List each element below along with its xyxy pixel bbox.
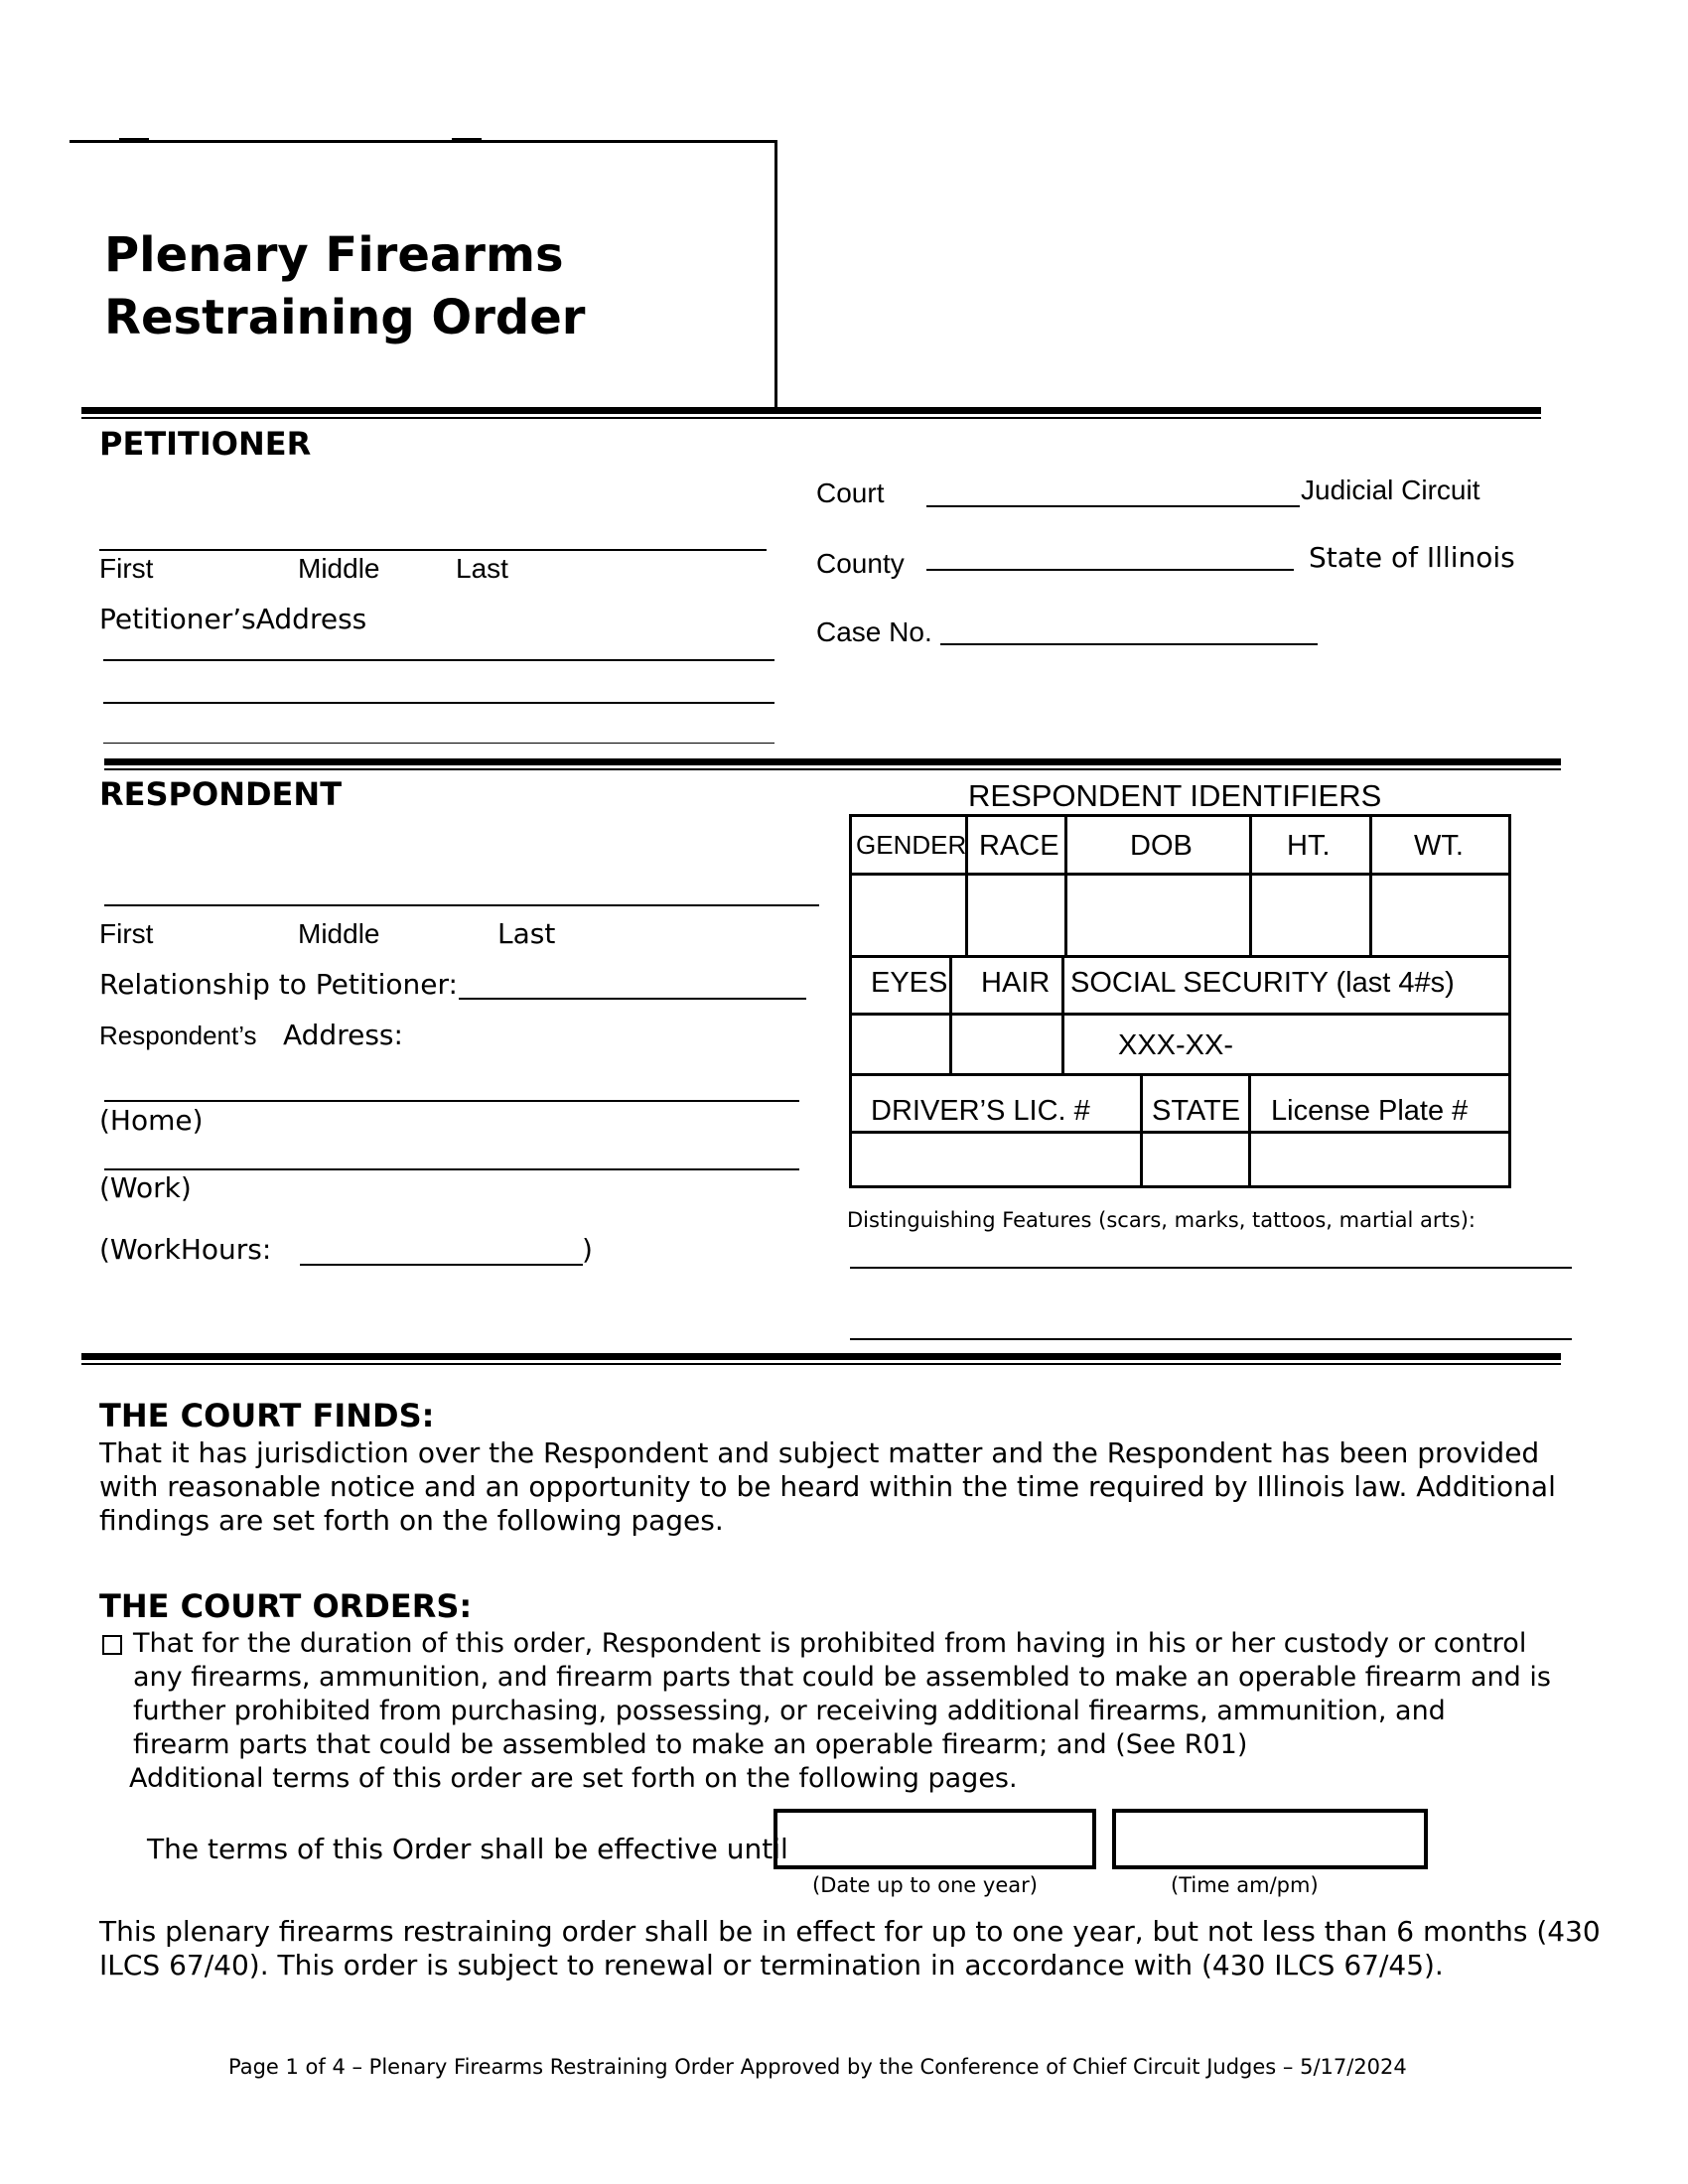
court-label: Court <box>816 478 885 508</box>
distinguishing-features-label: Distinguishing Features (scars, marks, tattoos, martial arts): <box>847 1208 1476 1232</box>
ht-label: HT. <box>1287 830 1331 862</box>
state-label: STATE <box>1152 1095 1241 1127</box>
petitioner-address-line3[interactable] <box>103 743 774 744</box>
petitioner-middle-label: Middle <box>298 553 380 584</box>
court-finds-heading: THE COURT FINDS: <box>99 1397 435 1434</box>
court-orders-heading: THE COURT ORDERS: <box>99 1587 473 1625</box>
respondent-heading: RESPONDENT <box>99 775 343 813</box>
header-box-right-edge <box>774 140 777 408</box>
ssn-value: XXX-XX- <box>1118 1029 1234 1061</box>
work-hours-field[interactable] <box>300 1264 583 1266</box>
respondent-address-label-a: Respondent’s <box>99 1021 257 1050</box>
distinguishing-features-line2[interactable] <box>850 1338 1572 1340</box>
drivers-license-label: DRIVER’S LIC. # <box>871 1095 1090 1127</box>
respondent-last-label: Last <box>497 917 556 950</box>
county-field[interactable] <box>926 569 1294 571</box>
section-divider-3 <box>81 1353 1561 1360</box>
page-footer: Page 1 of 4 – Plenary Firearms Restraining Order Approved by the Conference of Chief Circuit Judges – 5/17/2024 <box>228 2055 1407 2079</box>
hair-value-cell[interactable] <box>949 1013 1064 1076</box>
county-label: County <box>816 548 905 579</box>
court-orders-line2: any firearms, ammunition, and firearm parts that could be assembled to make an operable firearm and is <box>133 1662 1551 1693</box>
respondent-work-address-field[interactable] <box>104 1168 799 1170</box>
ssn-label: SOCIAL SECURITY (last 4#s) <box>1070 967 1455 999</box>
case-number-field[interactable] <box>940 643 1318 645</box>
work-label: (Work) <box>99 1171 192 1204</box>
petitioner-address-line2[interactable] <box>103 702 774 704</box>
section-divider-3-thin <box>81 1363 1561 1365</box>
petitioner-heading: PETITIONER <box>99 425 312 463</box>
race-label: RACE <box>979 830 1059 862</box>
gender-label: GENDER <box>856 830 967 860</box>
court-orders-line3: further prohibited from purchasing, possessing, or receiving additional firearms, ammunition, and <box>133 1696 1446 1726</box>
hair-label: HAIR <box>981 967 1051 999</box>
petitioner-address-line1[interactable] <box>103 659 774 661</box>
additional-terms-note: Additional terms of this order are set forth on the following pages. <box>129 1763 1018 1794</box>
respondent-home-address-field[interactable] <box>104 1100 799 1102</box>
respondent-name-field[interactable] <box>104 904 819 906</box>
header-top-tick-right <box>452 138 482 142</box>
relationship-field[interactable] <box>459 998 806 1000</box>
work-hours-label: (WorkHours: <box>99 1233 272 1266</box>
case-number-label: Case No. <box>816 616 932 647</box>
state-of-illinois-label: State of Illinois <box>1309 541 1515 574</box>
form-title-line1: Plenary Firearms <box>104 227 564 283</box>
court-field[interactable] <box>926 505 1300 507</box>
effective-time-box[interactable] <box>1112 1809 1428 1869</box>
petitioner-first-label: First <box>99 553 154 584</box>
plate-value-cell[interactable] <box>1248 1131 1511 1188</box>
court-orders-line1: That for the duration of this order, Respondent is prohibited from having in his or her custody or control <box>133 1628 1527 1659</box>
prohibition-checkbox[interactable] <box>102 1635 122 1659</box>
dl-value-cell[interactable] <box>849 1131 1143 1188</box>
license-plate-label: License Plate # <box>1271 1095 1469 1127</box>
home-label: (Home) <box>99 1104 204 1137</box>
state-value-cell[interactable] <box>1140 1131 1251 1188</box>
section-divider-1 <box>81 407 1541 414</box>
dob-value-cell[interactable] <box>1064 873 1252 958</box>
court-orders-line4: firearm parts that could be assembled to make an operable firearm; and (See R01) <box>133 1729 1248 1760</box>
respondent-middle-label: Middle <box>298 918 380 949</box>
respondent-address-label-b: Address: <box>283 1019 403 1051</box>
date-caption: (Date up to one year) <box>812 1873 1038 1897</box>
section-divider-1-thin <box>81 417 1541 419</box>
identifiers-title: RESPONDENT IDENTIFIERS <box>968 778 1382 813</box>
dob-label: DOB <box>1130 830 1193 862</box>
header-top-tick-left <box>119 138 149 142</box>
court-finds-line3: findings are set forth on the following pages. <box>99 1504 724 1537</box>
gender-value-cell[interactable] <box>849 873 968 958</box>
wt-label: WT. <box>1414 830 1464 862</box>
relationship-label: Relationship to Petitioner: <box>99 968 458 1001</box>
section-divider-2 <box>104 758 1561 765</box>
closing-line2: ILCS 67/40). This order is subject to renewal or termination in accordance with (430 ILCS 67/45). <box>99 1949 1444 1981</box>
eyes-label: EYES <box>871 967 948 999</box>
section-divider-2-thin <box>104 768 1561 770</box>
time-caption: (Time am/pm) <box>1171 1873 1319 1897</box>
closing-line1: This plenary firearms restraining order shall be in effect for up to one year, but not less than 6 months (430 <box>99 1915 1601 1948</box>
race-value-cell[interactable] <box>965 873 1067 958</box>
respondent-first-label: First <box>99 918 154 949</box>
petitioner-name-field[interactable] <box>99 549 767 551</box>
court-finds-line1: That it has jurisdiction over the Respondent and subject matter and the Respondent has been provided <box>99 1436 1540 1469</box>
petitioner-last-label: Last <box>456 553 508 584</box>
judicial-circuit-label: Judicial Circuit <box>1301 475 1480 505</box>
petitioner-address-label: Petitioner’sAddress <box>99 603 367 635</box>
work-hours-close: ) <box>582 1233 593 1266</box>
effective-until-label: The terms of this Order shall be effective until <box>147 1833 788 1865</box>
form-title-line2: Restraining Order <box>104 290 586 345</box>
wt-value-cell[interactable] <box>1369 873 1511 958</box>
distinguishing-features-line1[interactable] <box>850 1267 1572 1269</box>
ht-value-cell[interactable] <box>1249 873 1372 958</box>
court-finds-line2: with reasonable notice and an opportunity to be heard within the time required by Illinois law. Additional <box>99 1470 1556 1503</box>
eyes-value-cell[interactable] <box>849 1013 952 1076</box>
effective-date-box[interactable] <box>774 1809 1096 1869</box>
header-top-rule <box>70 140 776 143</box>
